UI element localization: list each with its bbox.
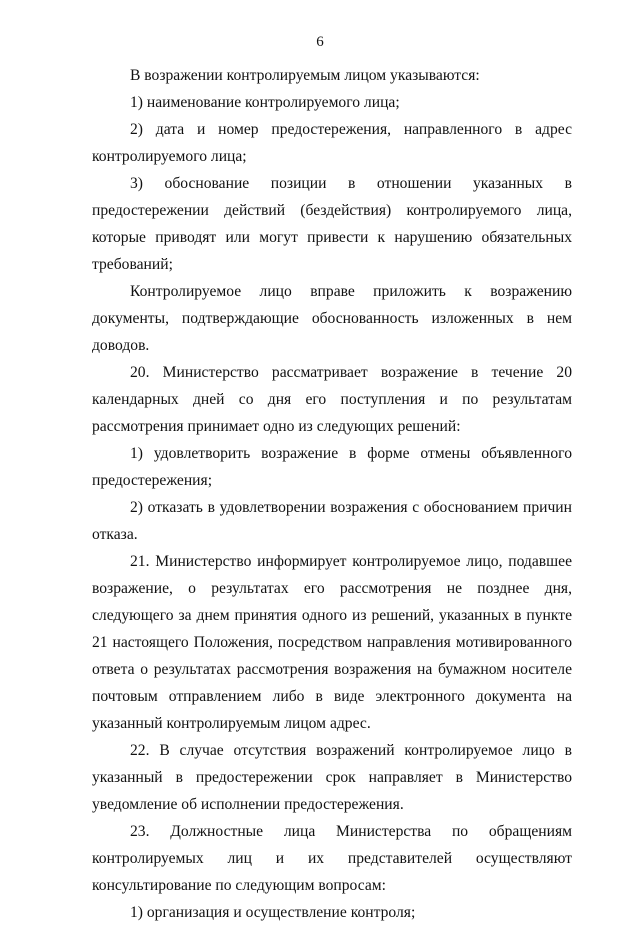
paragraph-clause-20: 20. Министерство рассматривает возражение в течение 20 календарных дней со дня его поступления и по результатам рассмотрения принимает одно из следующих решений: (92, 364, 572, 435)
paragraph-clause-21: 21. Министерство информирует контролируемое лицо, подавшее возражение, о результатах его рассмотрения не позднее дня, следующего за днем принятия одного из решений, указанных в пункте 21 настоящего Положения, посредством направления мотивированного ответа о результатах рассмотрения возражения на бумажном носителе почтовым отправлением либо в виде электронного документа на указанный контролируемым лицом адрес. (92, 553, 572, 732)
paragraph-objection-contents-intro: В возражении контролируемым лицом указываются: (130, 67, 480, 84)
paragraph-decision-satisfy: 1) удовлетворить возражение в форме отмены объявленного предостережения; (92, 445, 572, 489)
document-body (92, 62, 572, 926)
paragraph-item-justification: 3) обоснование позиции в отношении указанных в предостережении действий (бездействия) контролируемого лица, которые приводят или могут привести к нарушению обязательных требований; (92, 175, 572, 273)
paragraph-clause-23: 23. Должностные лица Министерства по обращениям контролируемых лиц и их представителей осуществляют консультирование по следующим вопросам: (92, 823, 572, 894)
paragraph-item-date-number: 2) дата и номер предостережения, направленного в адрес контролируемого лица; (92, 121, 572, 165)
paragraph-clause-22: 22. В случае отсутствия возражений контролируемое лицо в указанный в предостережении срок направляет в Министерство уведомление об исполнении предостережения. (92, 742, 572, 813)
paragraph-item-name: 1) наименование контролируемого лица; (130, 94, 400, 111)
paragraph-attach-documents: Контролируемое лицо вправе приложить к возражению документы, подтверждающие обоснованность изложенных в нем доводов. (92, 283, 572, 354)
paragraph-consult-topic-1: 1) организация и осуществление контроля; (130, 904, 416, 921)
page-number: 6 (316, 34, 324, 50)
paragraph-decision-refuse: 2) отказать в удовлетворении возражения с обоснованием причин отказа. (92, 499, 572, 543)
